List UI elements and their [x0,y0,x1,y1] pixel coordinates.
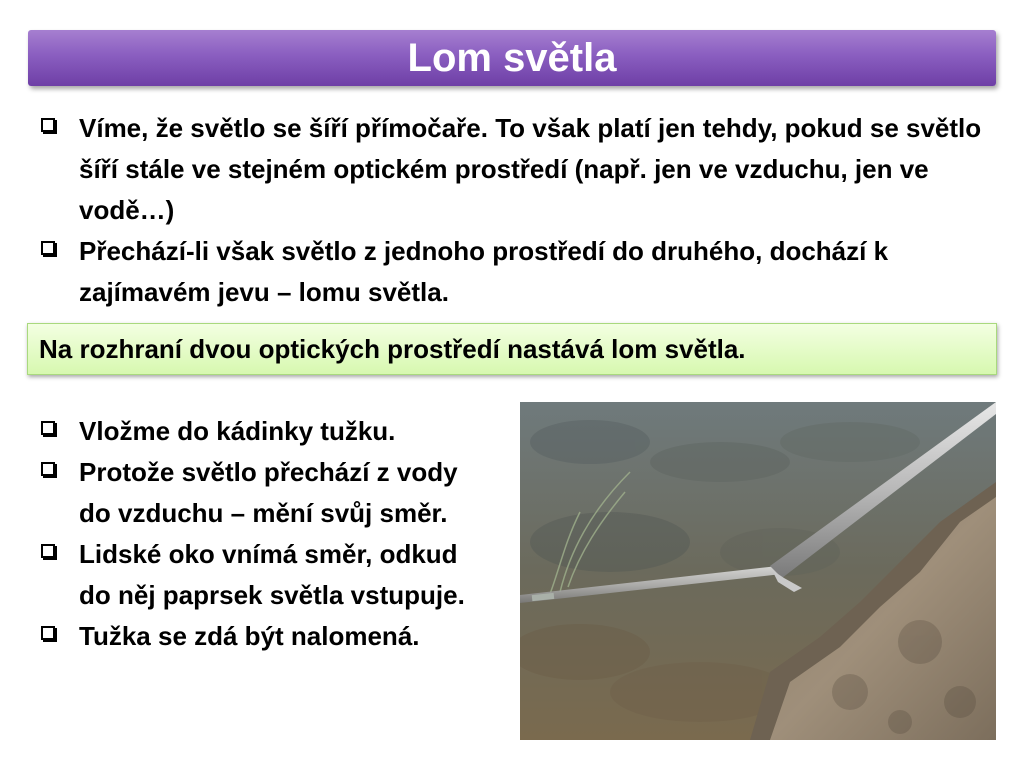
checkbox-bullet-icon [41,462,55,476]
bullet-text: Vložme do kádinky tužku. [79,416,396,446]
bullet-text: Protože světlo přechází z vody do vzduchu – mění svůj směr. [79,457,458,528]
bullet-text: Víme, že světlo se šíří přímočaře. To však platí jen tehdy, pokud se světlo šíří stále ve stejném optickém prostředí (např. jen ve vzduchu, jen ve vodě…) [79,113,982,225]
list-item [26,108,996,231]
bullet-text: Lidské oko vnímá směr, odkud do něj paprsek světla vstupuje. [79,539,465,610]
refraction-photo [520,402,996,740]
intro-bullet-list [26,108,996,313]
checkbox-bullet-icon [41,241,55,255]
checkbox-bullet-icon [41,626,55,640]
bullet-text: Tužka se zdá být nalomená. [79,621,420,651]
list-item [26,616,496,657]
checkbox-bullet-icon [41,544,55,558]
bullet-text: Přechází-li však světlo z jednoho prostředí do druhého, dochází k zajímavém jevu – lomu světla. [79,236,889,307]
title-bar [28,30,996,86]
highlight-text: Na rozhraní dvou optických prostředí nastává lom světla. [39,333,746,364]
list-item [26,452,496,534]
experiment-bullet-list [26,411,496,657]
slide-title: Lom světla [407,35,617,80]
checkbox-bullet-icon [41,421,55,435]
checkbox-bullet-icon [41,118,55,132]
list-item [26,534,496,616]
list-item [26,411,496,452]
highlight-box [27,323,997,375]
list-item [26,231,996,313]
